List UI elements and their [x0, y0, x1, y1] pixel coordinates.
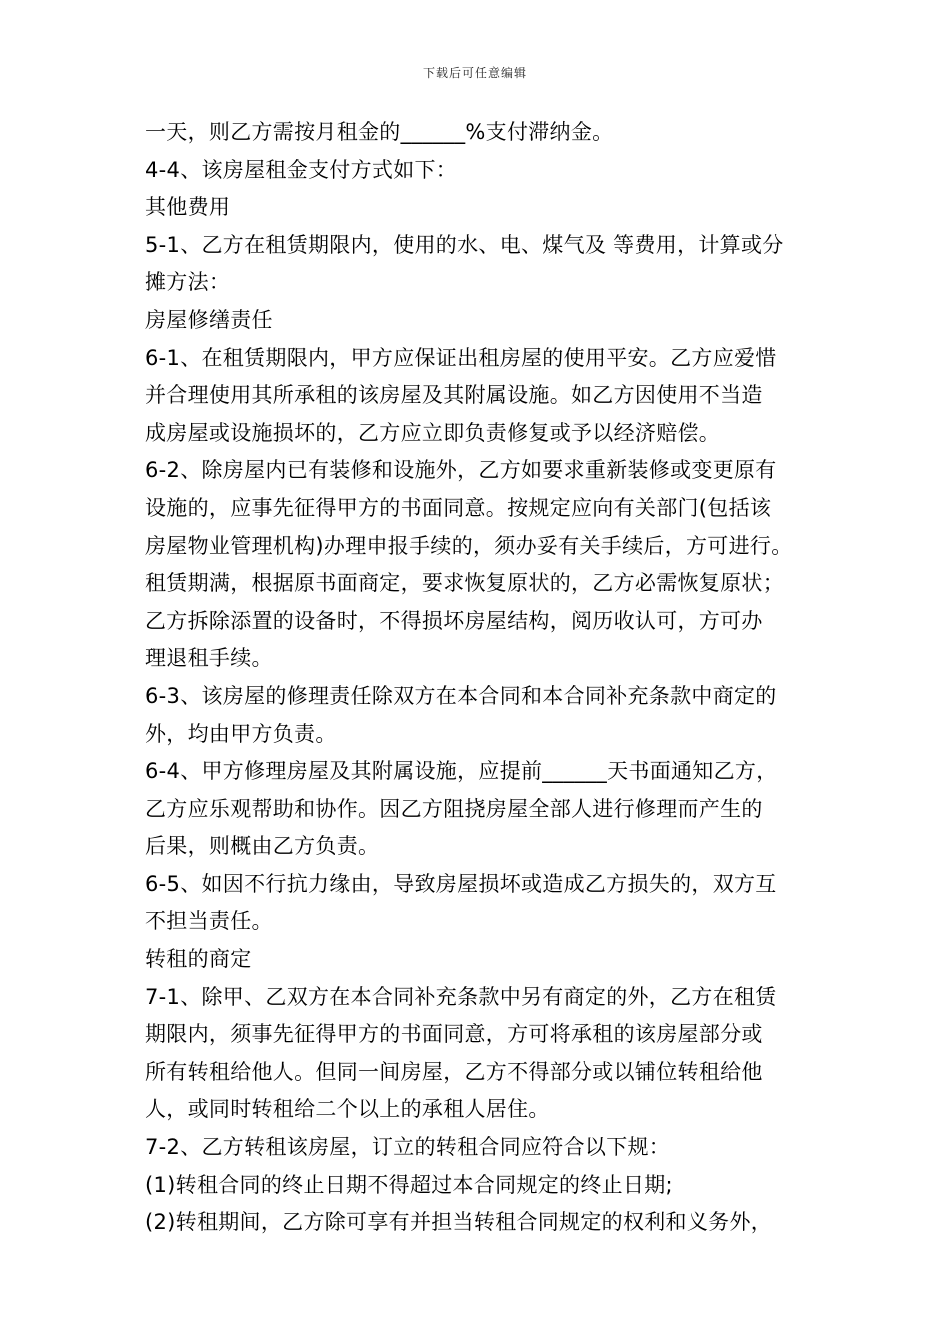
text-line: 不担当责任。: [145, 909, 273, 934]
text-line: 外，均由甲方负责。: [145, 721, 337, 746]
text-line: (1)转租合同的终止日期不得超过本合同规定的终止日期;: [145, 1172, 673, 1197]
text-line: 一天，则乙方需按月租金的______%支付滞纳金。: [145, 120, 614, 144]
text-line: 6-4、甲方修理房屋及其附属设施，应提前______天书面通知乙方，: [145, 759, 778, 784]
text-line: 成房屋或设施损坏的，乙方应立即负责修复或予以经济赔偿。: [145, 420, 721, 445]
text-line: 6-5、如因不行抗力缘由，导致房屋损坏或造成乙方损失的，双方互: [145, 871, 777, 896]
text-line: (2)转租期间，乙方除可享有并担当转租合同规定的权利和义务外，: [145, 1210, 773, 1235]
section-heading: 其他费用: [145, 195, 231, 220]
text-line: 6-3、该房屋的修理责任除双方在本合同和本合同补充条款中商定的: [145, 683, 777, 708]
text-line: 5-1、乙方在租赁期限内，使用的水、电、煤气及 等费用，计算或分: [145, 232, 784, 257]
text-line: 期限内，须事先征得甲方的书面同意，方可将承租的该房屋部分或: [145, 1022, 763, 1047]
page-header: 下载后可任意编辑: [422, 66, 527, 80]
text-line: 并合理使用其所承租的该房屋及其附属设施。如乙方因使用不当造: [145, 383, 763, 408]
text-line: 6-2、除房屋内已有装修和设施外，乙方如要求重新装修或变更原有: [145, 458, 777, 483]
text-line: 后果，则概由乙方负责。: [145, 834, 380, 859]
document-body: [145, 114, 815, 1242]
text-line: 所有转租给他人。但同一间房屋，乙方不得部分或以铺位转租给他: [145, 1059, 763, 1084]
text-line: 摊方法：: [145, 270, 231, 295]
text-line: 人，或同时转租给二个以上的承租人居住。: [145, 1097, 550, 1122]
text-line: 乙方拆除添置的设备时，不得损坏房屋结构，阅历收认可，方可办: [145, 608, 763, 633]
text-line: 4-4、该房屋租金支付方式如下：: [145, 157, 458, 182]
text-line: 房屋物业管理机构)办理申报手续的，须办妥有关手续后，方可进行。: [145, 533, 793, 558]
text-line: 6-1、在租赁期限内，甲方应保证出租房屋的使用平安。乙方应爱惜: [145, 345, 777, 370]
text-line: 理退租手续。: [145, 646, 273, 671]
text-line: 7-1、除甲、乙双方在本合同补充条款中另有商定的外，乙方在租赁: [145, 984, 777, 1009]
text-line: 乙方应乐观帮助和协作。因乙方阻挠房屋全部人进行修理而产生的: [145, 796, 763, 821]
section-heading: 房屋修缮责任: [145, 307, 273, 332]
text-line: 7-2、乙方转租该房屋，订立的转租合同应符合以下规：: [145, 1135, 671, 1160]
text-line: 租赁期满，根据原书面商定，要求恢复原状的，乙方必需恢复原状；: [145, 571, 784, 596]
section-heading: 转租的商定: [145, 947, 252, 972]
text-line: 设施的，应事先征得甲方的书面同意。按规定应向有关部门(包括该: [145, 495, 772, 520]
